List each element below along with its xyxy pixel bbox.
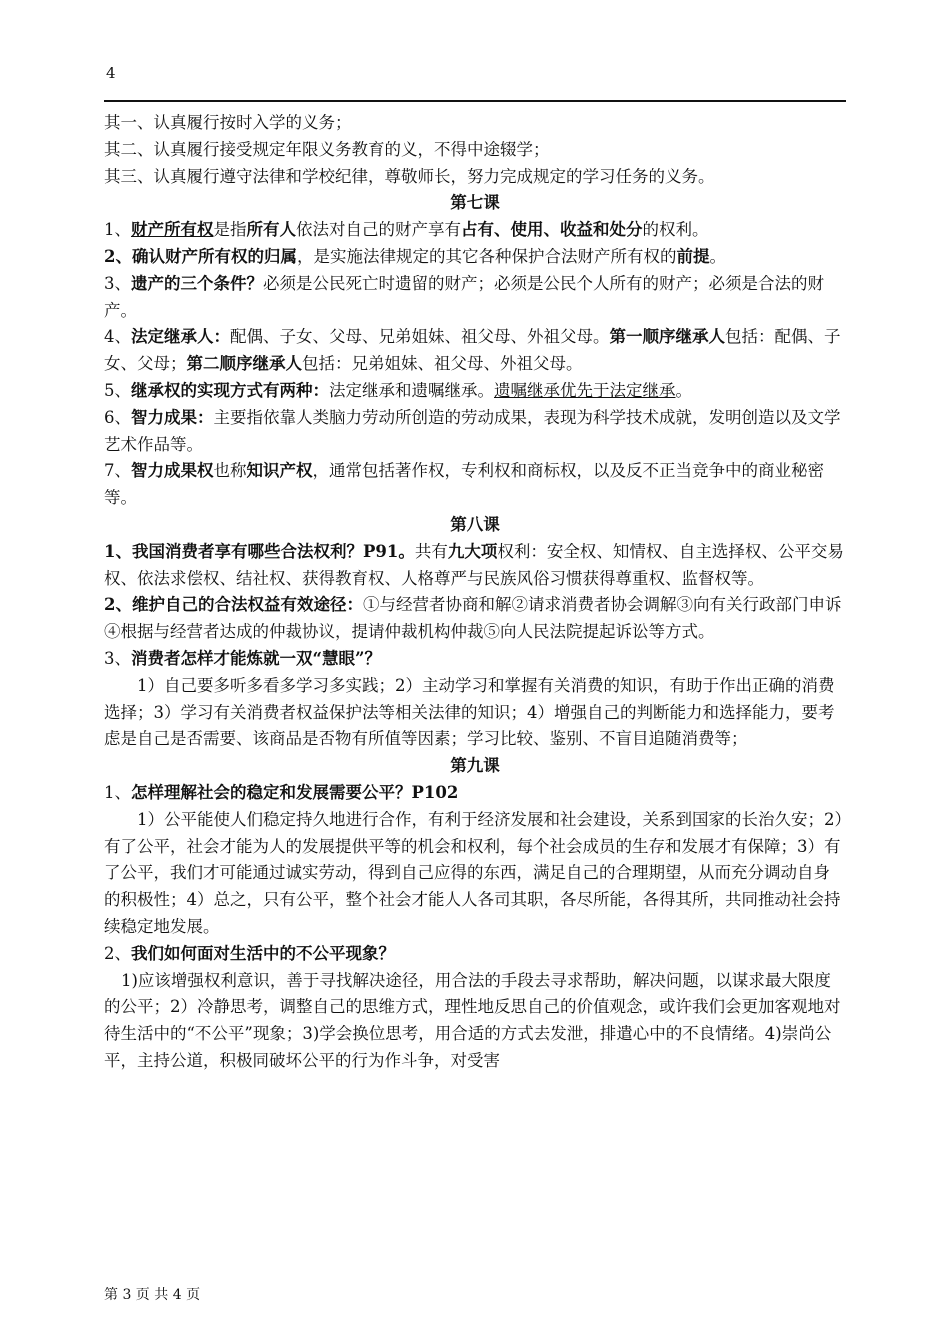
intro-line-2: 其二、认真履行接受规定年限义务教育的义，不得中途辍学； [104,139,550,159]
lesson7-item-4: 4、法定继承人：配偶、子女、父母、兄弟姐妹、祖父母、外祖父母。第一顺序继承人包括：配偶、子女、父母；第二顺序继承人包括：兄弟姐妹、祖父母、外祖父母。 [104,327,841,374]
lesson8-item-1: 1、我国消费者享有哪些合法权利？P91。共有九大项权利：安全权、知情权、自主选择权、公平交易权、依法求偿权、结社权、获得教育权、人格尊严与民族风俗习惯获得尊重权、监督权等。 [104,541,844,588]
lesson7-item-6: 6、智力成果：主要指依靠人类脑力劳动所创造的劳动成果，表现为科学技术成就，发明创造以及文学艺术作品等。 [104,407,841,454]
intro-line-3: 其三、认真履行遵守法律和学校纪律，尊敬师长，努力完成规定的学习任务的义务。 [104,166,715,186]
lesson9-answer-2: 1)应该增强权利意识，善于寻找解决途径，用合法的手段去寻求帮助，解决问题，以谋求最大限度的公平；2）冷静思考，调整自己的思维方式，理性地反思自己的价值观念，或许我们会更加客观地对待生活中的“不公平”现象；3)学会换位思考，用合适的方式去发泄，排遣心中的不良情绪。4)崇尚公平，主持公道，积极同破坏公平的行为作斗争，对受害 [104,970,841,1070]
intro-line-1: 其一、认真履行按时入学的义务； [104,113,352,132]
lesson8-item-2: 2、维护自己的合法权益有效途径：①与经营者协商和解②请求消费者协会调解③向有关行政部门申诉④根据与经营者达成的仲裁协议，提请仲裁机构仲裁⑤向人民法院提起诉讼等方式。 [104,595,842,642]
lesson-9-title: 第九课 [450,756,500,776]
lesson7-item-3: 3、遗产的三个条件？必须是公民死亡时遗留的财产；必须是公民个人所有的财产；必须是合法的财产。 [104,273,824,320]
page-number: 4 [106,64,116,82]
document-body [104,110,846,1075]
lesson7-item-7: 7、智力成果权也称知识产权，通常包括著作权，专利权和商标权，以及反不正当竞争中的商业秘密等。 [104,461,824,508]
lesson-8-title: 第八课 [450,514,500,534]
page-footer: 第 3 页 共 4 页 [104,1287,201,1303]
lesson7-item-5: 5、继承权的实现方式有两种：法定继承和遗嘱继承。遗嘱继承优先于法定继承。 [104,380,692,400]
lesson8-answer-3: 1）自己要多听多看多学习多实践；2）主动学习和掌握有关消费的知识，有助于作出正确的消费选择；3）学习有关消费者权益保护法等相关法律的知识；4）增强自己的判断能力和选择能力，要考虑是自己是否需要、该商品是否物有所值等因素；学习比较、鉴别、不盲目追随消费等； [104,675,835,749]
lesson9-question-2: 2、我们如何面对生活中的不公平现象？ [104,943,395,963]
lesson9-question-1: 1、怎样理解社会的稳定和发展需要公平？P102 [104,782,459,802]
lesson8-item-3: 3、消费者怎样才能炼就一双“慧眼”？ [104,648,381,668]
lesson9-answer-1: 1）公平能使人们稳定持久地进行合作，有利于经济发展和社会建设，关系到国家的长治久安；2）有了公平，社会才能为人的发展提供平等的机会和权利，每个社会成员的生存和发展才有保障；3）有了公平，我们才可能通过诚实劳动，得到自己应得的东西，满足自己的合理期望，从而充分调动自身的积极性；4）总之，只有公平，整个社会才能人人各司其职，各尽所能，各得其所，共同推动社会持续稳定地发展。 [104,809,843,936]
lesson7-item-2: 2、确认财产所有权的归属，是实施法律规定的其它各种保护合法财产所有权的前提。 [104,246,726,266]
lesson-7-title: 第七课 [450,193,500,213]
lesson7-item-1: 1、财产所有权是指所有人依法对自己的财产享有占有、使用、收益和处分的权利。 [104,220,709,240]
header-rule [104,100,846,102]
